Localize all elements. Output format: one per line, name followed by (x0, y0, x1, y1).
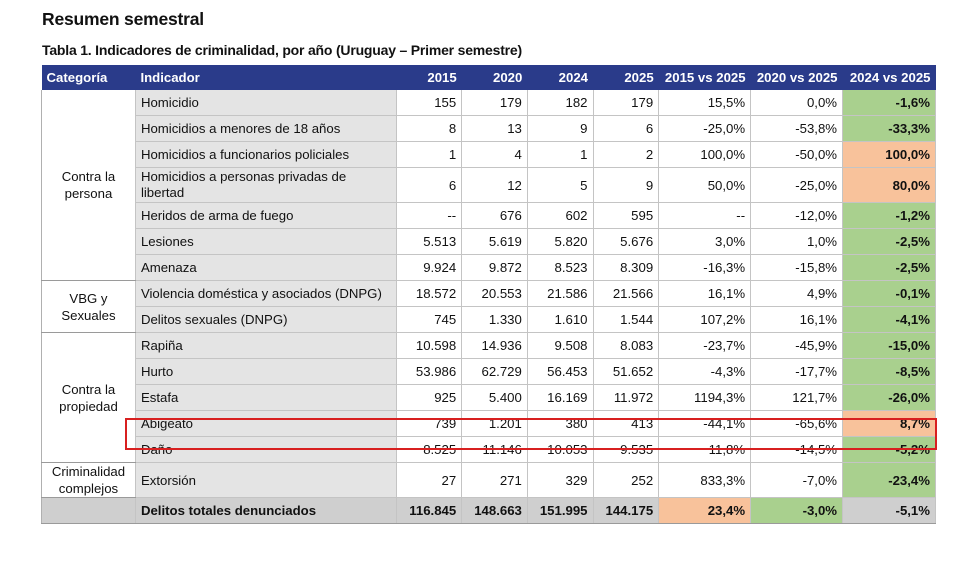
column-header: 2015 vs 2025 (659, 65, 751, 90)
value-cell: 739 (396, 411, 462, 437)
value-cell: 107,2% (659, 307, 751, 333)
indicator-cell: Delitos totales denunciados (135, 498, 396, 524)
value-cell: 13 (462, 116, 528, 142)
value-cell: 80,0% (843, 168, 936, 203)
value-cell: -4,1% (843, 307, 936, 333)
value-cell: 53.986 (396, 359, 462, 385)
indicator-cell: Estafa (135, 385, 396, 411)
value-cell: 100,0% (659, 142, 751, 168)
value-cell: 18.572 (396, 281, 462, 307)
value-cell: 595 (593, 203, 659, 229)
value-cell: -25,0% (751, 168, 843, 203)
indicator-cell: Abigeato (135, 411, 396, 437)
value-cell: -53,8% (751, 116, 843, 142)
indicator-cell: Lesiones (135, 229, 396, 255)
value-cell: 8 (396, 116, 462, 142)
value-cell: -45,9% (751, 333, 843, 359)
value-cell: 16,1% (659, 281, 751, 307)
value-cell: 5.513 (396, 229, 462, 255)
value-cell: 179 (593, 90, 659, 116)
value-cell: -15,8% (751, 255, 843, 281)
value-cell: 9 (593, 168, 659, 203)
value-cell: -26,0% (843, 385, 936, 411)
page-heading: Resumen semestral (42, 9, 204, 29)
indicator-cell: Violencia doméstica y asociados (DNPG) (135, 281, 396, 307)
value-cell: 1.330 (462, 307, 528, 333)
value-cell: 144.175 (593, 498, 659, 524)
total-row (42, 498, 936, 524)
value-cell: -1,2% (843, 203, 936, 229)
indicator-cell: Amenaza (135, 255, 396, 281)
value-cell: 8.083 (593, 333, 659, 359)
value-cell: 4,9% (751, 281, 843, 307)
value-cell: -15,0% (843, 333, 936, 359)
value-cell: -- (396, 203, 462, 229)
value-cell: -25,0% (659, 116, 751, 142)
value-cell: 16.169 (527, 385, 593, 411)
table-row (42, 411, 936, 437)
value-cell: -0,1% (843, 281, 936, 307)
value-cell: -5,2% (843, 437, 936, 463)
indicator-cell: Homicidios a menores de 18 años (135, 116, 396, 142)
value-cell: 20.553 (462, 281, 528, 307)
value-cell: -12,0% (751, 203, 843, 229)
table-row (42, 90, 936, 116)
indicator-cell: Rapiña (135, 333, 396, 359)
table-body (42, 90, 936, 524)
indicator-cell: Delitos sexuales (DNPG) (135, 307, 396, 333)
value-cell: 116.845 (396, 498, 462, 524)
table-row (42, 437, 936, 463)
table-row (42, 385, 936, 411)
value-cell: 5.676 (593, 229, 659, 255)
value-cell: 1.201 (462, 411, 528, 437)
value-cell: 9.872 (462, 255, 528, 281)
value-cell: 23,4% (659, 498, 751, 524)
value-cell: 1 (396, 142, 462, 168)
column-header: Indicador (135, 65, 396, 90)
value-cell: 1.610 (527, 307, 593, 333)
value-cell: 155 (396, 90, 462, 116)
value-cell: -16,3% (659, 255, 751, 281)
value-cell: 8.309 (593, 255, 659, 281)
value-cell: 27 (396, 463, 462, 498)
column-header: 2024 (527, 65, 593, 90)
value-cell: 9.924 (396, 255, 462, 281)
column-header: 2025 (593, 65, 659, 90)
value-cell: 0,0% (751, 90, 843, 116)
value-cell: 9.535 (593, 437, 659, 463)
indicator-cell: Extorsión (135, 463, 396, 498)
value-cell: 925 (396, 385, 462, 411)
category-cell: Criminalidad complejos (42, 463, 136, 498)
column-header: 2015 (396, 65, 462, 90)
value-cell: 5 (527, 168, 593, 203)
value-cell: 2 (593, 142, 659, 168)
crime-indicators-table (41, 65, 936, 524)
table-row (42, 203, 936, 229)
value-cell: -33,3% (843, 116, 936, 142)
table-row (42, 359, 936, 385)
value-cell: 3,0% (659, 229, 751, 255)
indicator-cell: Heridos de arma de fuego (135, 203, 396, 229)
indicator-cell: Homicidios a funcionarios policiales (135, 142, 396, 168)
value-cell: 11.972 (593, 385, 659, 411)
value-cell: 380 (527, 411, 593, 437)
table-row (42, 142, 936, 168)
value-cell: 5.400 (462, 385, 528, 411)
value-cell: 16,1% (751, 307, 843, 333)
table-row (42, 463, 936, 498)
value-cell: 8.523 (527, 255, 593, 281)
indicator-cell: Hurto (135, 359, 396, 385)
table-row (42, 229, 936, 255)
value-cell: 11,8% (659, 437, 751, 463)
value-cell: 182 (527, 90, 593, 116)
indicator-cell: Daño (135, 437, 396, 463)
value-cell: 21.566 (593, 281, 659, 307)
value-cell: 833,3% (659, 463, 751, 498)
value-cell: 5.619 (462, 229, 528, 255)
value-cell: -17,7% (751, 359, 843, 385)
value-cell: 50,0% (659, 168, 751, 203)
value-cell: 271 (462, 463, 528, 498)
value-cell: 413 (593, 411, 659, 437)
value-cell: 1194,3% (659, 385, 751, 411)
value-cell: -- (659, 203, 751, 229)
column-header: Categoría (42, 65, 136, 90)
table-row (42, 333, 936, 359)
value-cell: 9 (527, 116, 593, 142)
value-cell: 10.053 (527, 437, 593, 463)
value-cell: 10.598 (396, 333, 462, 359)
value-cell: 14.936 (462, 333, 528, 359)
table-row (42, 168, 936, 203)
value-cell: -5,1% (843, 498, 936, 524)
value-cell: 329 (527, 463, 593, 498)
value-cell: 6 (396, 168, 462, 203)
value-cell: -4,3% (659, 359, 751, 385)
table-row (42, 255, 936, 281)
column-header: 2020 vs 2025 (751, 65, 843, 90)
value-cell: 179 (462, 90, 528, 116)
value-cell: -8,5% (843, 359, 936, 385)
value-cell: 1.544 (593, 307, 659, 333)
value-cell: -3,0% (751, 498, 843, 524)
value-cell: 148.663 (462, 498, 528, 524)
category-cell: Contra la propiedad (42, 333, 136, 463)
value-cell: -7,0% (751, 463, 843, 498)
value-cell: 6 (593, 116, 659, 142)
value-cell: 676 (462, 203, 528, 229)
value-cell: -2,5% (843, 229, 936, 255)
value-cell: 51.652 (593, 359, 659, 385)
category-cell (42, 498, 136, 524)
value-cell: 745 (396, 307, 462, 333)
column-header: 2024 vs 2025 (843, 65, 936, 90)
category-cell: Contra la persona (42, 90, 136, 281)
indicator-cell: Homicidio (135, 90, 396, 116)
table-row (42, 307, 936, 333)
value-cell: 15,5% (659, 90, 751, 116)
value-cell: 100,0% (843, 142, 936, 168)
value-cell: 121,7% (751, 385, 843, 411)
value-cell: -2,5% (843, 255, 936, 281)
value-cell: 12 (462, 168, 528, 203)
column-header: 2020 (462, 65, 528, 90)
value-cell: 56.453 (527, 359, 593, 385)
value-cell: 5.820 (527, 229, 593, 255)
value-cell: -14,5% (751, 437, 843, 463)
category-cell: VBG y Sexuales (42, 281, 136, 333)
table-row (42, 281, 936, 307)
value-cell: 1,0% (751, 229, 843, 255)
value-cell: 252 (593, 463, 659, 498)
value-cell: 4 (462, 142, 528, 168)
value-cell: -50,0% (751, 142, 843, 168)
value-cell: -23,4% (843, 463, 936, 498)
value-cell: -1,6% (843, 90, 936, 116)
table-caption: Tabla 1. Indicadores de criminalidad, por año (Uruguay – Primer semestre) (42, 42, 522, 58)
value-cell: 8.525 (396, 437, 462, 463)
table-row (42, 116, 936, 142)
value-cell: 11.146 (462, 437, 528, 463)
value-cell: -23,7% (659, 333, 751, 359)
value-cell: 62.729 (462, 359, 528, 385)
value-cell: -44,1% (659, 411, 751, 437)
value-cell: 1 (527, 142, 593, 168)
value-cell: 151.995 (527, 498, 593, 524)
indicator-cell: Homicidios a personas privadas de libertad (135, 168, 396, 203)
table-header-row (42, 65, 936, 90)
value-cell: 602 (527, 203, 593, 229)
value-cell: 21.586 (527, 281, 593, 307)
value-cell: -65,6% (751, 411, 843, 437)
value-cell: 8,7% (843, 411, 936, 437)
value-cell: 9.508 (527, 333, 593, 359)
